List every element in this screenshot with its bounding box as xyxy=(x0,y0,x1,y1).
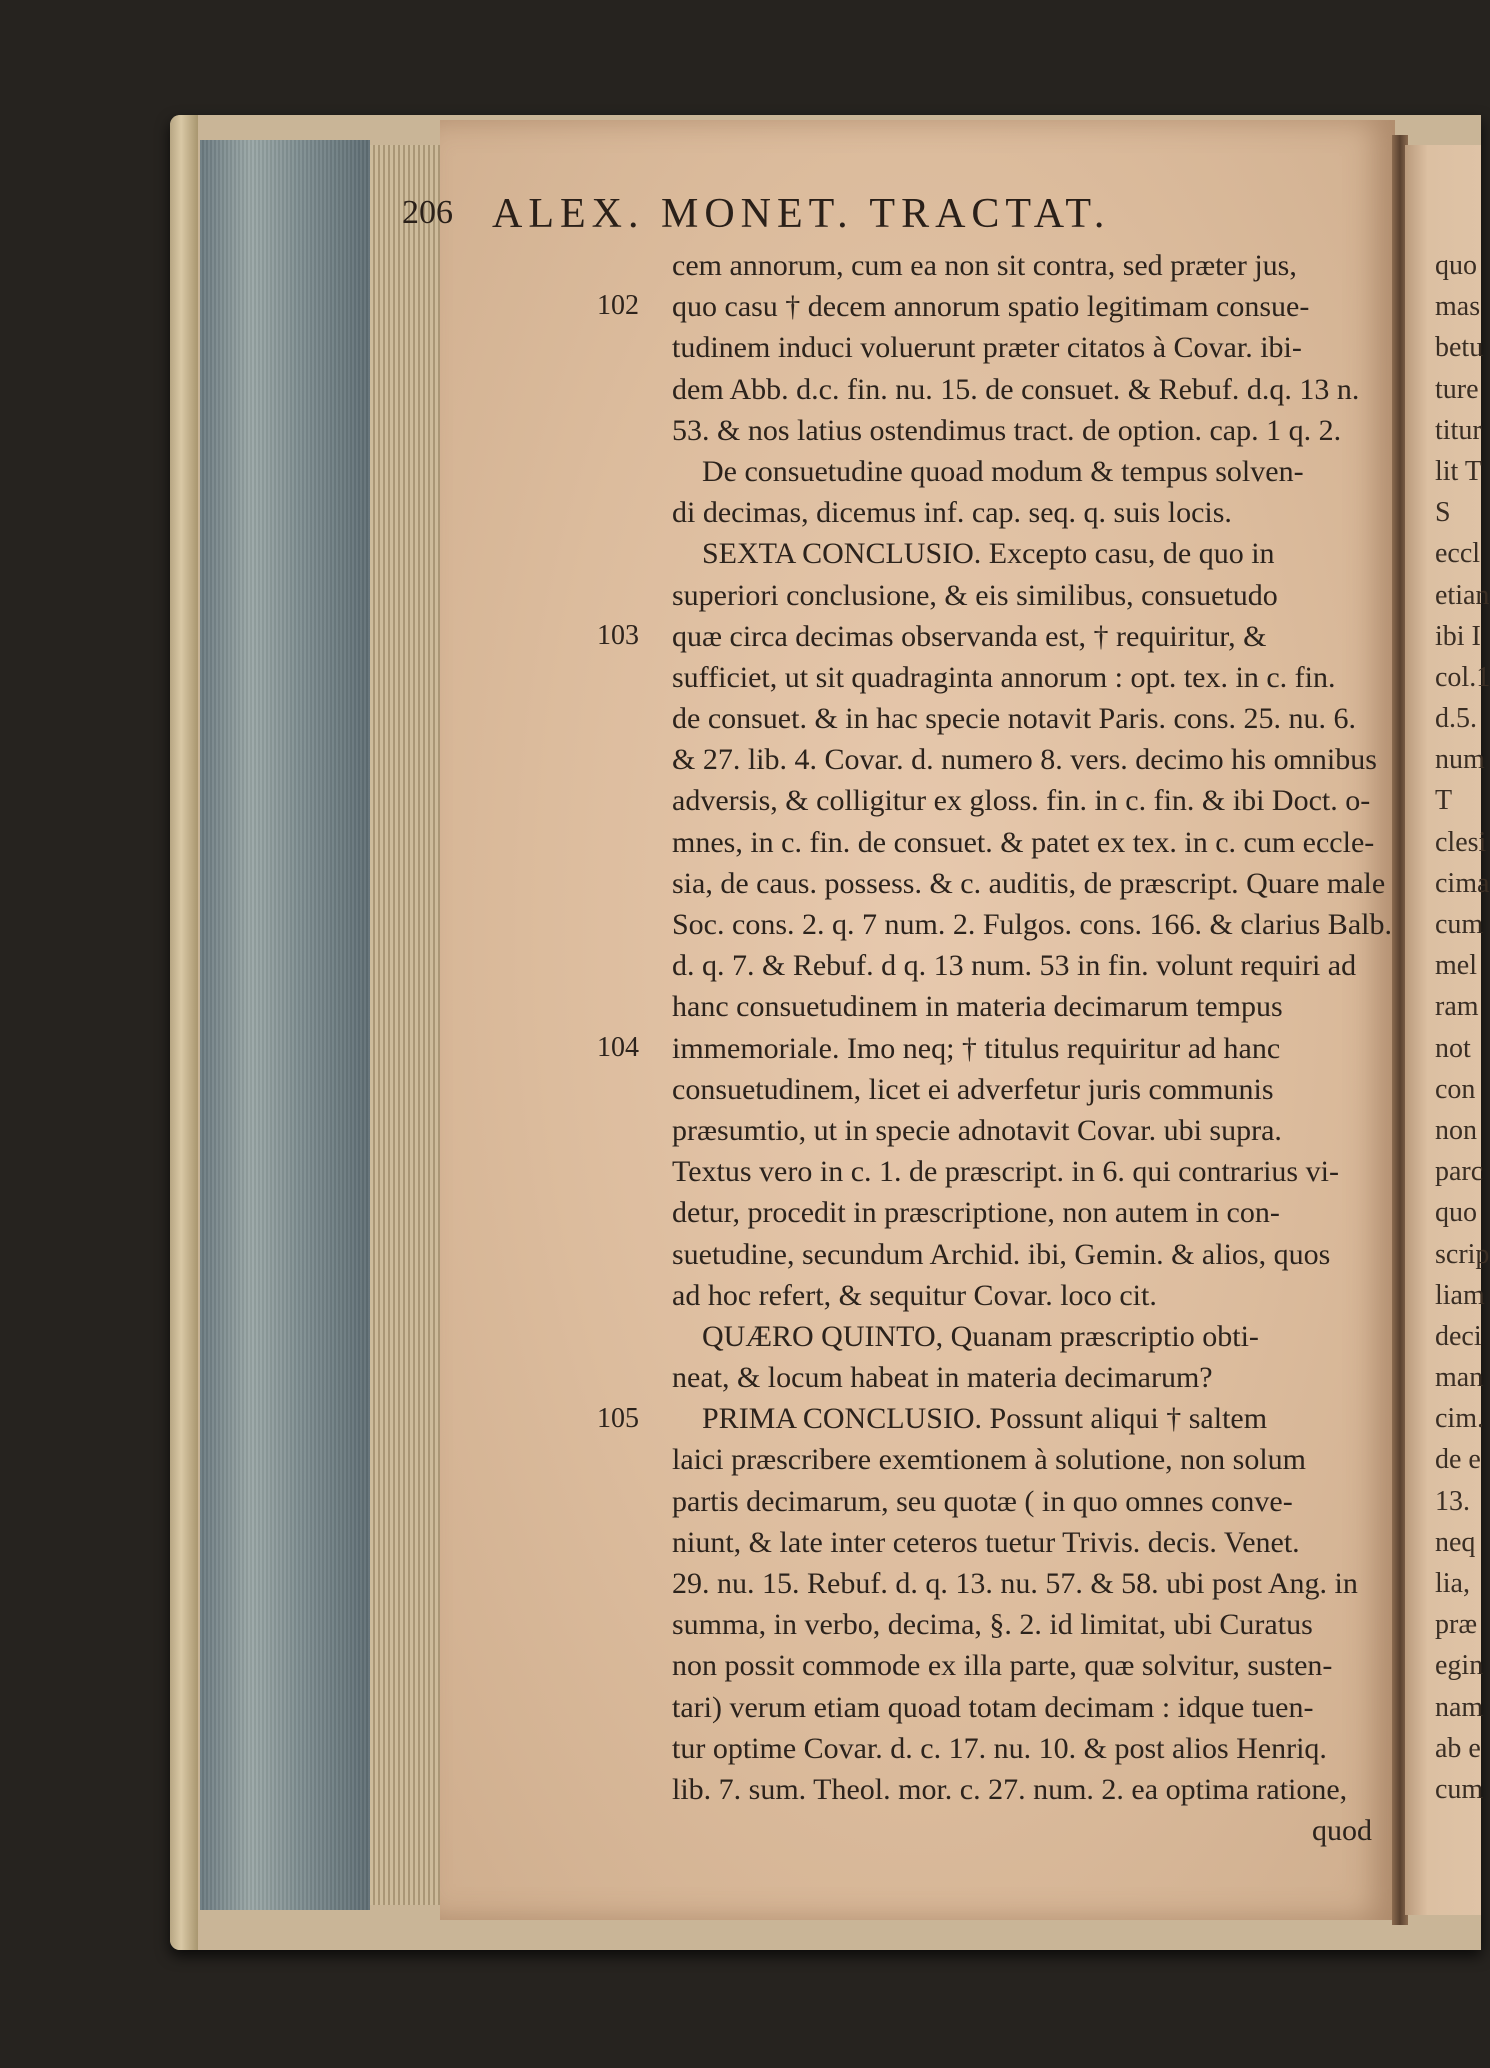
page-stack-edge xyxy=(200,140,370,1910)
text-line: QUÆRO QUINTO, Quanam præscriptio obti- xyxy=(702,1319,1259,1353)
next-page-fragment: betu xyxy=(1435,332,1484,364)
next-page-fragment: neq xyxy=(1435,1526,1476,1558)
text-line: tur optime Covar. d. c. 17. nu. 10. & post alios Henriq. xyxy=(672,1731,1327,1765)
text-line: ad hoc refert, & sequitur Covar. loco cit. xyxy=(672,1278,1157,1312)
next-page-fragment: parc xyxy=(1435,1156,1484,1188)
next-page-fragment: deci xyxy=(1435,1320,1482,1352)
next-page-fragment: liam xyxy=(1435,1279,1485,1311)
text-line: immemoriale. Imo neq; † titulus requiritur ad hanc xyxy=(672,1031,1281,1065)
text-line: detur, procedit in præscriptione, non autem in con- xyxy=(672,1196,1280,1230)
text-line: sia, de caus. possess. & c. auditis, de præscript. Quare male xyxy=(672,866,1386,900)
text-line: cem annorum, cum ea non sit contra, sed præter jus, xyxy=(672,249,1297,282)
text-line: 53. & nos latius ostendimus tract. de option. cap. 1 q. 2. xyxy=(672,413,1342,447)
next-page-fragment: egin xyxy=(1435,1650,1484,1682)
text-line: sufficiet, ut sit quadraginta annorum : opt. tex. in c. fin. xyxy=(672,660,1336,694)
next-page-fragment: præ xyxy=(1435,1609,1477,1641)
text-line: PRIMA CONCLUSIO. Possunt aliqui † saltem xyxy=(702,1402,1268,1436)
text-line: 29. nu. 15. Rebuf. d. q. 13. nu. 57. & 58. ubi post Ang. in xyxy=(672,1567,1358,1600)
text-line: mnes, in c. fin. de consuet. & patet ex tex. in c. cum eccle- xyxy=(672,825,1375,859)
next-page-fragment: nam xyxy=(1435,1691,1484,1723)
next-page-fragment: eccl xyxy=(1435,538,1481,570)
text-line: neat, & locum habeat in materia decimarum? xyxy=(672,1361,1213,1395)
text-line: partis decimarum, seu quotæ ( in quo omnes conve- xyxy=(672,1484,1293,1518)
text-line: niunt, & late inter ceteros tuetur Trivis. decis. Venet. xyxy=(672,1525,1300,1559)
next-page-fragment: lia, xyxy=(1435,1568,1470,1599)
next-page-fragment: mel xyxy=(1435,950,1477,982)
text-line: præsumtio, ut in specie adnotavit Covar. ubi supra. xyxy=(672,1113,1282,1147)
text-line: di decimas, dicemus inf. cap. seq. q. suis locis. xyxy=(672,496,1232,530)
next-page-fragment: S xyxy=(1435,497,1451,529)
next-page-fragment: etian xyxy=(1435,579,1490,611)
text-line: hanc consuetudinem in materia decimarum tempus xyxy=(672,990,1283,1024)
page-leaves xyxy=(370,145,440,1905)
text-line: laici præscribere exemtionem à solutione, non solum xyxy=(672,1443,1307,1477)
next-page-fragment: scrip xyxy=(1435,1238,1490,1270)
next-page-fragment: cima xyxy=(1435,867,1490,899)
next-page-fragment: ram xyxy=(1435,991,1479,1023)
next-page-fragment: non xyxy=(1435,1114,1477,1146)
next-page-fragment: ture xyxy=(1435,373,1479,405)
text-line: SEXTA CONCLUSIO. Excepto casu, de quo in xyxy=(702,537,1275,571)
next-page-fragment: clesi xyxy=(1435,826,1487,858)
next-page-fragment: d.5. xyxy=(1435,703,1477,735)
next-page-fragment: lit T xyxy=(1435,455,1482,487)
text-line: dem Abb. d.c. fin. nu. 15. de consuet. & Rebuf. d.q. 13 n. xyxy=(672,372,1360,406)
next-page-fragment: cum xyxy=(1435,909,1484,940)
text-line: & 27. lib. 4. Covar. d. numero 8. vers. decimo his omnibus xyxy=(672,743,1377,777)
margin-number: 102 xyxy=(597,290,639,322)
next-page-fragment: ab e xyxy=(1435,1732,1481,1764)
text-line: superiori conclusione, & eis similibus, consuetudo xyxy=(672,578,1278,612)
running-title: ALEX. MONET. TRACTAT. xyxy=(492,191,1111,237)
page-number: 206 xyxy=(402,194,453,231)
margin-number: 103 xyxy=(597,619,639,651)
next-page-text xyxy=(1435,245,1490,1810)
text-line: de consuet. & in hac specie notavit Paris. cons. 25. nu. 6. xyxy=(672,702,1357,736)
next-page-fragment: titur xyxy=(1435,414,1482,446)
next-page-fragment: 13. xyxy=(1435,1485,1470,1517)
next-page-fragment: con xyxy=(1435,1073,1476,1105)
text-line: adversis, & colligitur ex gloss. fin. in c. fin. & ibi Doct. o- xyxy=(672,784,1371,818)
margin-number: 104 xyxy=(597,1031,639,1063)
text-line: tudinem induci voluerunt præter citatos à Covar. ibi- xyxy=(672,331,1302,365)
next-page-fragment: col.1 xyxy=(1435,661,1490,693)
page-header xyxy=(402,190,1362,240)
text-line: Soc. cons. 2. q. 7 num. 2. Fulgos. cons. 166. & clarius Balb. xyxy=(672,908,1392,941)
next-page-fragment: de e xyxy=(1435,1444,1481,1476)
text-line: quod xyxy=(1312,1814,1372,1848)
text-line: Textus vero in c. 1. de præscript. in 6. qui contrarius vi- xyxy=(672,1155,1339,1189)
next-page-fragment: cum xyxy=(1435,1773,1484,1805)
margin-number: 105 xyxy=(597,1402,639,1434)
text-line: consuetudinem, licet ei adverfetur juris communis xyxy=(672,1072,1274,1106)
next-page-fragment: ibi I xyxy=(1435,620,1481,652)
cover-edge xyxy=(170,115,198,1950)
text-line: non possit commode ex illa parte, quæ solvitur, susten- xyxy=(672,1649,1333,1683)
next-page-fragment: man xyxy=(1435,1362,1484,1394)
text-line: De consuetudine quoad modum & tempus solven- xyxy=(702,454,1304,488)
next-page-fragment: not xyxy=(1435,1032,1471,1064)
next-page-fragment: cim. xyxy=(1435,1403,1484,1435)
text-line: tari) verum etiam quoad totam decimam : idque tuen- xyxy=(672,1690,1314,1724)
text-line: summa, in verbo, decima, §. 2. id limitat, ubi Curatus xyxy=(672,1608,1313,1642)
text-line: quo casu † decem annorum spatio legitimam consue- xyxy=(672,290,1310,324)
next-page-fragment: mas xyxy=(1435,291,1481,323)
body-text xyxy=(672,245,1412,1851)
text-line: lib. 7. sum. Theol. mor. c. 27. num. 2. ea optima ratione, xyxy=(672,1772,1348,1806)
text-line: quæ circa decimas observanda est, † requiritur, & xyxy=(672,619,1267,653)
text-line: d. q. 7. & Rebuf. d q. 13 num. 53 in fin. volunt requiri ad xyxy=(672,949,1357,983)
next-page-fragment: T xyxy=(1435,785,1453,817)
next-page-fragment: quo xyxy=(1435,1197,1477,1229)
next-page-fragment: quo xyxy=(1435,250,1477,281)
next-page-fragment: num xyxy=(1435,744,1485,776)
text-line: suetudine, secundum Archid. ibi, Gemin. & alios, quos xyxy=(672,1237,1331,1271)
